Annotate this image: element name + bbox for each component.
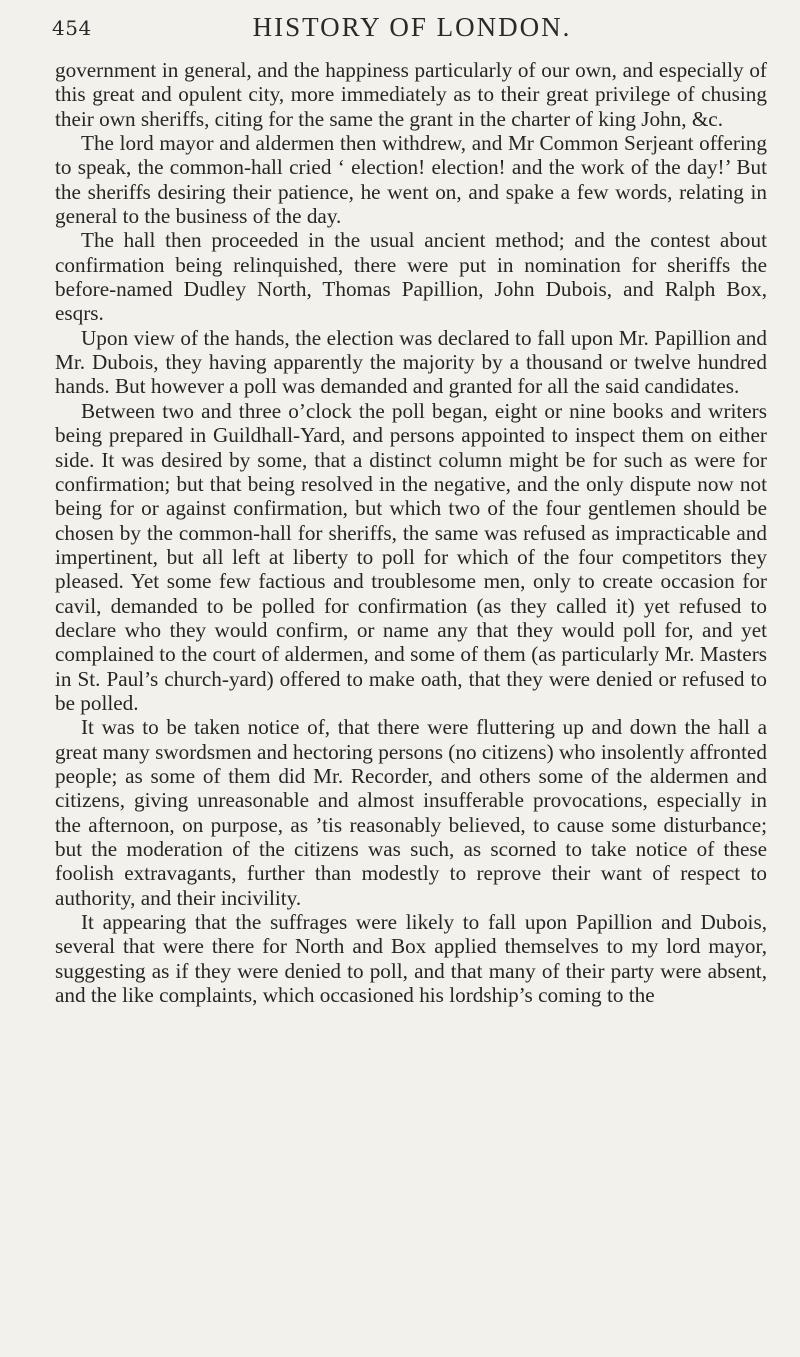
page-number: 454 — [52, 16, 92, 40]
running-head — [52, 8, 772, 48]
running-title: HISTORY OF LONDON. — [252, 12, 572, 42]
paragraph: Between two and three o’clock the poll began, eight or nine books and writers being prepared in Guildhall-Yard, and persons appointed to inspect them on either side. It was desired by some, that a distinct column might be for such as were for confirmation; but that being resolved in the negative, and the only dispute now not being for or against confirmation, but which two of the four gentlemen should be chosen by the common-hall for sheriffs, the same was refused as impracticable and impertinent, but all left at liberty to poll for which of the four competitors they pleased. Yet some few factious and troublesome men, only to create occasion for cavil, demanded to be polled for confirmation (as they called it) yet refused to declare who they would confirm, or name any that they would poll for, and yet complained to the court of aldermen, and some of them (as particularly Mr. Masters in St. Paul’s church-yard) offered to make oath, that they were denied or refused to be polled. — [55, 398, 767, 715]
paragraph: It appearing that the suffrages were likely to fall upon Papillion and Dubois, several that were there for North and Box applied themselves to my lord mayor, suggesting as if they were denied to poll, and that many of their party were absent, and the like complaints, which occasioned his lordship’s coming to the — [55, 910, 767, 1008]
paragraph: The hall then proceeded in the usual ancient method; and the contest about confirmation being relinquished, there were put in nomination for sheriffs the before-named Dudley North, Thomas Papillion, John Dubois, and Ralph Box, esqrs. — [55, 228, 767, 326]
paragraph: It was to be taken notice of, that there were fluttering up and down the hall a great many swordsmen and hectoring persons (no citizens) who insolently affronted people; as some of them did Mr. Recorder, and others some of the aldermen and citizens, giving unreasonable and almost insufferable provocations, especially in the afternoon, on purpose, as ’tis reasonably believed, to cause some disturbance; but the moderation of the citizens was such, as scorned to take notice of these foolish extravagants, further than modestly to reprove their want of respect to authority, and their incivility. — [55, 715, 767, 910]
body-text — [55, 58, 767, 1007]
paragraph: Upon view of the hands, the election was declared to fall upon Mr. Papillion and Mr. Dubois, they having apparently the majority by a thousand or twelve hundred hands. But however a poll was demanded and granted for all the said candidates. — [55, 325, 767, 399]
paragraph: The lord mayor and aldermen then withdrew, and Mr Common Serjeant offering to speak, the common-hall cried ‘ election! election! and the work of the day!’ But the sheriffs desiring their patience, he went on, and spake a few words, relating in general to the business of the day. — [55, 131, 767, 229]
paragraph-continuation: government in general, and the happiness particularly of our own, and especially of this great and opulent city, more immediately as to their great privilege of chusing their own sheriffs, citing for the same the grant in the charter of king John, &c. — [55, 58, 767, 131]
